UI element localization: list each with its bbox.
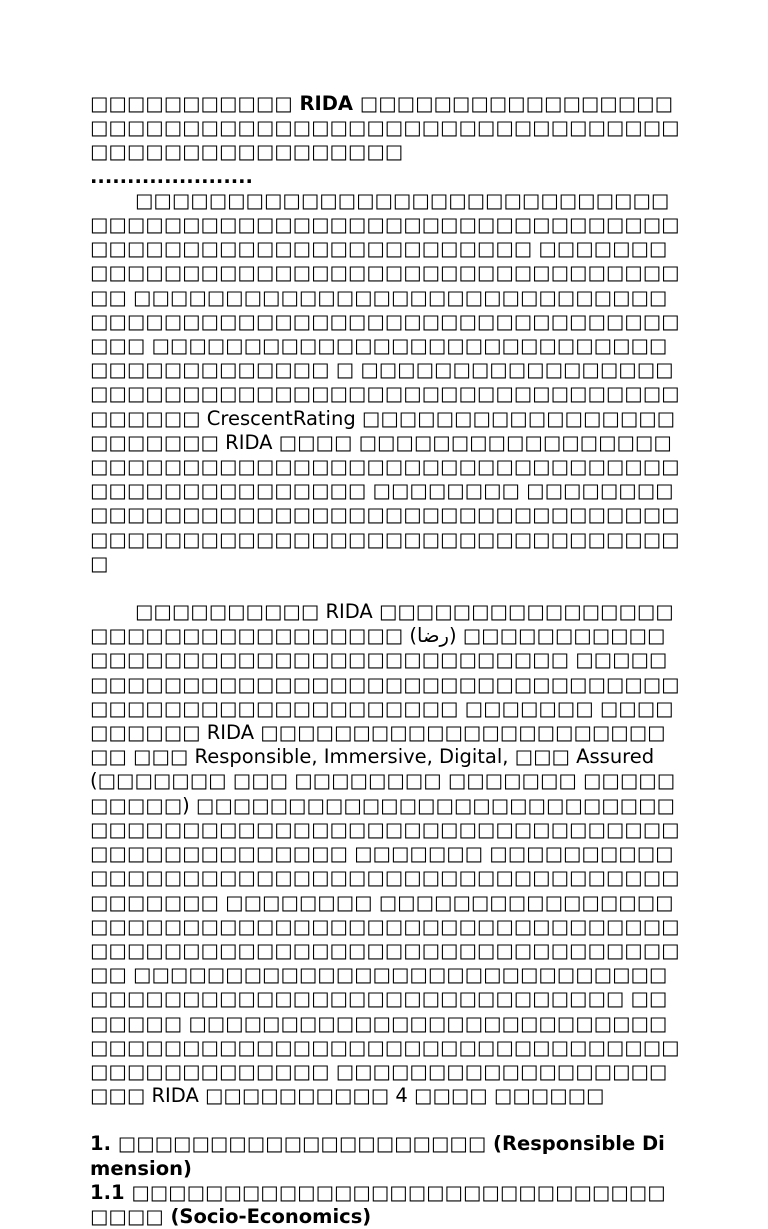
section-heading-1-1: 1.1 □□□□□□□□□□□□□□□□□□□□□□□□□□□□□□□□□ (Socio-Economics)	[90, 1180, 666, 1228]
paragraph-gap	[90, 576, 682, 600]
title-separator: ......................	[90, 164, 253, 188]
paragraph-1: □□□□□□□□□□□□□□□□□□□□□□□□□□□□□□□□□□□□□□□□□□□□□□□□□□□□□□□□□□□□□□□□□□□□□□□□□□□□□□□□□□□□□ □□□□□□□□□□□□□□□□□□□□□□□□□□□□□□□□□□□□□□□□□ □□□□□□□□□□□□□□□□□□□□□□□□□□□□□□□□□□□□□□□□□□□□□□□□□□□□□□□□□□□□□□□□ □□□□□□□□□□□□□□□□□□□□□□□□□□□□□□□□□□□□□□□□□ □ □□□□□□□□□□□□□□□□□□□□□□□□□□□□□□□□□□□□□□□□□□□□□□□□□□□□□□□ CrescentRating □□□□□□□□□□□□□□□□□□□□□□□□ RIDA □□□□ □□□□□□□□□□□□□□□□□□□□□□□□□□□□□□□□□□□□□□□□□□□□□□□□□□□□□□□□□□□□□□□□ □□□□□□□□ □□□□□□□□□□□□□□□□□□□□□□□□□□□□□□□□□□□□□□□□□□□□□□□□□□□□□□□□□□□□□□□□□□□□□□□□□	[90, 188, 680, 575]
section-heading-1: 1. □□□□□□□□□□□□□□□□□□□□ (Responsible Dimension)	[90, 1132, 665, 1180]
document-title: □□□□□□□□□□□ RIDA □□□□□□□□□□□□□□□□□□□□□□□□□□□□□□□□□□□□□□□□□□□□□□□□□□□□□□□□□□□□□□□□□□	[90, 92, 680, 164]
document-page	[90, 92, 682, 1229]
paragraph-2: □□□□□□□□□□ RIDA □□□□□□□□□□□□□□□□□□□□□□□□□□□□□□□□□ (رضا) □□□□□□□□□□□□□□□□□□□□□□□□□□□□□□□□□□□□□ □□□□□□□□□□□□□□□□□□□□□□□□□□□□□□□□□□□□□□□□□□□□□□□□□□□□□□□□□ □□□□□□□ □□□□□□□□□□ RIDA □□□□□□□□□□□□□□□□□□□□□□□□ □□□ Responsible, Immersive, Digital, □□□ Assured (□□□□□□□ □□□ □□□□□□□□ □□□□□□□ □□□□□□□□□□) □□□□□□□□□□□□□□□□□□□□□□□□□□□□□□□□□□□□□□□□□□□□□□□□□□□□□□□□□□□□□□□□□□□□□□□□ □□□□□□□ □□□□□□□□□□□□□□□□□□□□□□□□□□□□□□□□□□□□□□□□□□□□□□□□□ □□□□□□□□ □□□□□□□□□□□□□□□□□□□□□□□□□□□□□□□□□□□□□□□□□□□□□□□□□□□□□□□□□□□□□□□□□□□□□□□□□□□□□□□□□□ □□□□□□□□□□□□□□□□□□□□□□□□□□□□□□□□□□□□□□□□□□□□□□□□□□□□□□□□□□ □□□□□□□ □□□□□□□□□□□□□□□□□□□□□□□□□□□□□□□□□□□□□□□□□□□□□□□□□□□□□□□□□□□□□□□□□□□□□□□ □□□□□□□□□□□□□□□□□□□□□ RIDA □□□□□□□□□□ 4 □□□□ □□□□□□	[90, 600, 680, 1108]
paragraph-gap	[90, 1108, 682, 1132]
